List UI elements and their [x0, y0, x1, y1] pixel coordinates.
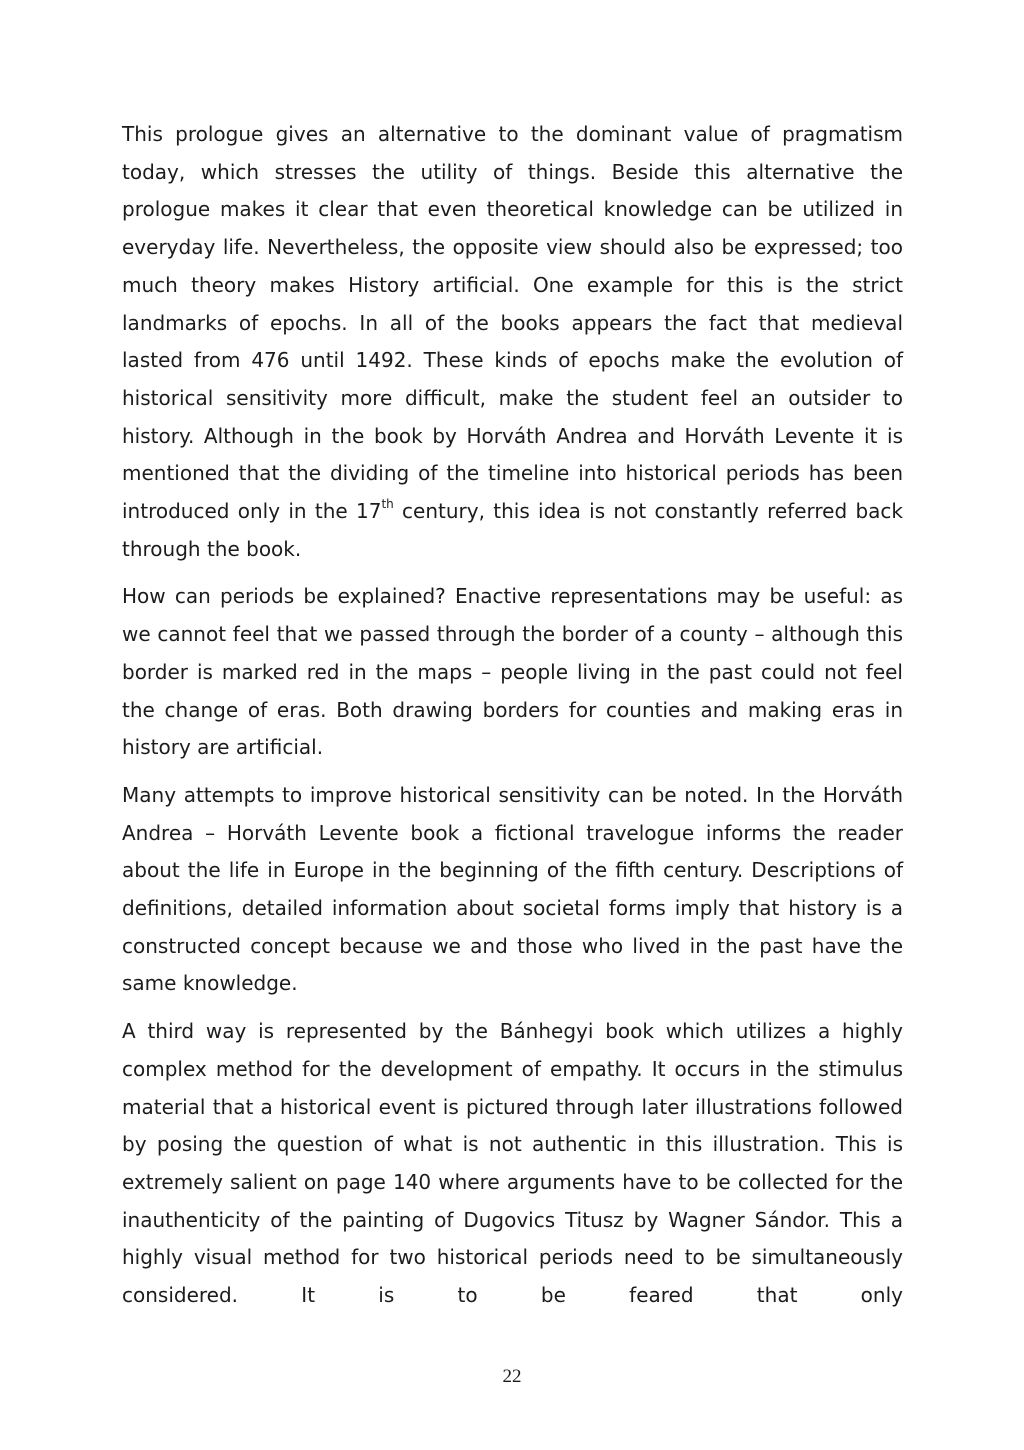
- paragraph-1: [122, 116, 903, 568]
- paragraph-4: A third way is represented by the Bánhegyi book which utilizes a highly complex method for the development of empathy. It occurs in the stimulus material that a historical event is pictured through later illustrations followed by posing the question of what is not authentic in this illustration. This is extremely salient on page 140 where arguments have to be collected for the inauthenticity of the painting of Dugovics Titusz by Wagner Sándor. This a highly visual method for two historical periods need to be simultaneously considered. It is to be feared that only: [122, 1019, 903, 1308]
- paragraph-2: How can periods be explained? Enactive representations may be useful: as we cannot feel that we passed through the border of a county – although this border is marked red in the maps – people living in the past could not feel the change of eras. Both drawing borders for counties and making eras in history are artificial.: [122, 584, 903, 760]
- paragraph-3: Many attempts to improve historical sensitivity can be noted. In the Horváth Andrea – Horváth Levente book a fictional travelogue informs the reader about the life in Europe in the beginning of the fifth century. Descriptions of definitions, detailed information about societal forms imply that history is a constructed concept because we and those who lived in the past have the same knowledge.: [122, 782, 903, 996]
- paragraph-1-text: This prologue gives an alternative to the dominant value of pragmatism today, which stresses the utility of things. Beside this alternative the prologue makes it clear that even theoretical knowledge can be utilized in everyday life. Nevertheless, the opposite view should also be expressed; too much theory makes History artificial. One example for this is the strict landmarks of epochs. In all of the books appears the fact that medieval lasted from 476 until 1492. These kinds of epochs make the evolution of historical sensitivity more difficult, make the student feel an outsider to history. Although in the book by Horváth Andrea and Horváth Levente it is mentioned that the dividing of the timeline into historical periods has been introduced only in the 17: [122, 122, 903, 524]
- page-number: 22: [502, 1366, 522, 1387]
- paragraph-1-text-continued: century, this idea is not constantly referred back through the book.: [122, 499, 904, 561]
- body-text: [122, 116, 903, 1325]
- superscript-ordinal: th: [381, 497, 394, 512]
